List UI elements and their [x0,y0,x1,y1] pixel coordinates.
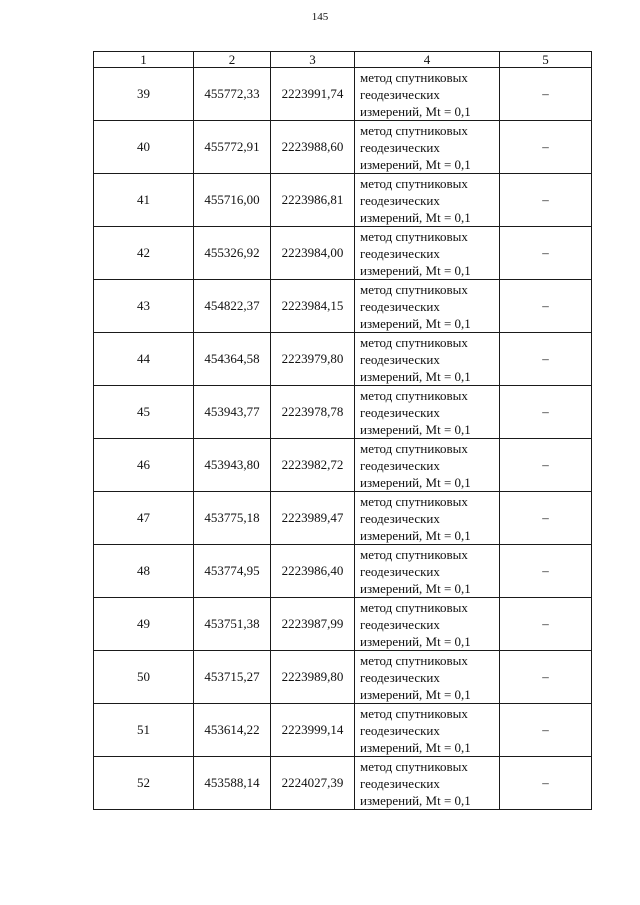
method-line: геодезических [360,298,440,314]
method-line: метод спутниковых [360,493,468,509]
method-line: измерений, Mt = 0,1 [360,792,471,808]
method-line: метод спутниковых [360,281,468,297]
header-col-3: 3 [271,52,355,68]
y-coordinate-cell: 2223989,80 [271,651,355,704]
x-coordinate-cell: 455772,33 [194,68,271,121]
table-header [94,52,592,68]
method-line: геодезических [360,86,440,102]
method-cell [355,545,500,598]
method-line: геодезических [360,245,440,261]
note-cell: – [500,280,592,333]
method-cell [355,386,500,439]
table-row [94,227,592,280]
method-line: измерений, Mt = 0,1 [360,633,471,649]
method-line: геодезических [360,775,440,791]
method-line: измерений, Mt = 0,1 [360,686,471,702]
y-coordinate-cell: 2223979,80 [271,333,355,386]
note-cell: – [500,757,592,810]
note-cell: – [500,439,592,492]
method-cell [355,651,500,704]
x-coordinate-cell: 453751,38 [194,598,271,651]
method-line: метод спутниковых [360,387,468,403]
method-line: измерений, Mt = 0,1 [360,739,471,755]
y-coordinate-cell: 2223986,81 [271,174,355,227]
method-line: метод спутниковых [360,705,468,721]
note-cell: – [500,545,592,598]
method-line: измерений, Mt = 0,1 [360,421,471,437]
note-cell: – [500,68,592,121]
method-cell [355,121,500,174]
method-line: измерений, Mt = 0,1 [360,315,471,331]
point-number-cell: 40 [94,121,194,174]
point-number-cell: 46 [94,439,194,492]
method-line: геодезических [360,563,440,579]
method-line: геодезических [360,139,440,155]
y-coordinate-cell: 2224027,39 [271,757,355,810]
x-coordinate-cell: 453943,77 [194,386,271,439]
x-coordinate-cell: 455772,91 [194,121,271,174]
method-cell [355,439,500,492]
method-line: метод спутниковых [360,122,468,138]
y-coordinate-cell: 2223986,40 [271,545,355,598]
method-line: геодезических [360,669,440,685]
point-number-cell: 49 [94,598,194,651]
point-number-cell: 48 [94,545,194,598]
method-line: геодезических [360,457,440,473]
method-cell [355,704,500,757]
point-number-cell: 52 [94,757,194,810]
note-cell: – [500,704,592,757]
header-col-5: 5 [500,52,592,68]
x-coordinate-cell: 453774,95 [194,545,271,598]
table-row [94,651,592,704]
method-line: измерений, Mt = 0,1 [360,103,471,119]
method-cell [355,333,500,386]
method-line: геодезических [360,510,440,526]
y-coordinate-cell: 2223988,60 [271,121,355,174]
table-row [94,598,592,651]
y-coordinate-cell: 2223999,14 [271,704,355,757]
point-number-cell: 42 [94,227,194,280]
note-cell: – [500,227,592,280]
y-coordinate-cell: 2223991,74 [271,68,355,121]
method-cell [355,492,500,545]
method-line: метод спутниковых [360,228,468,244]
table-row [94,439,592,492]
note-cell: – [500,598,592,651]
method-line: измерений, Mt = 0,1 [360,156,471,172]
y-coordinate-cell: 2223984,00 [271,227,355,280]
x-coordinate-cell: 453614,22 [194,704,271,757]
table-row [94,492,592,545]
table-row [94,174,592,227]
method-cell [355,227,500,280]
method-line: измерений, Mt = 0,1 [360,527,471,543]
point-number-cell: 45 [94,386,194,439]
header-col-4: 4 [355,52,500,68]
table-row [94,386,592,439]
point-number-cell: 43 [94,280,194,333]
method-cell [355,598,500,651]
table-row [94,704,592,757]
method-line: измерений, Mt = 0,1 [360,368,471,384]
header-col-2: 2 [194,52,271,68]
point-number-cell: 47 [94,492,194,545]
note-cell: – [500,121,592,174]
table-row [94,757,592,810]
method-line: метод спутниковых [360,758,468,774]
note-cell: – [500,492,592,545]
x-coordinate-cell: 453943,80 [194,439,271,492]
point-number-cell: 44 [94,333,194,386]
method-line: метод спутниковых [360,440,468,456]
table-row [94,545,592,598]
method-line: метод спутниковых [360,175,468,191]
method-line: метод спутниковых [360,599,468,615]
method-cell [355,174,500,227]
method-line: геодезических [360,722,440,738]
x-coordinate-cell: 454364,58 [194,333,271,386]
method-line: геодезических [360,404,440,420]
x-coordinate-cell: 455326,92 [194,227,271,280]
point-number-cell: 50 [94,651,194,704]
method-line: геодезических [360,351,440,367]
method-line: измерений, Mt = 0,1 [360,474,471,490]
x-coordinate-cell: 453588,14 [194,757,271,810]
page-number: 145 [311,11,329,23]
method-line: геодезических [360,192,440,208]
y-coordinate-cell: 2223989,47 [271,492,355,545]
point-number-cell: 51 [94,704,194,757]
method-cell [355,280,500,333]
method-line: метод спутниковых [360,652,468,668]
note-cell: – [500,386,592,439]
coordinates-table [93,51,592,810]
note-cell: – [500,333,592,386]
method-line: измерений, Mt = 0,1 [360,262,471,278]
method-line: измерений, Mt = 0,1 [360,209,471,225]
method-cell [355,68,500,121]
table-row [94,333,592,386]
point-number-cell: 39 [94,68,194,121]
method-line: метод спутниковых [360,546,468,562]
table-body [94,68,592,810]
method-line: измерений, Mt = 0,1 [360,580,471,596]
x-coordinate-cell: 455716,00 [194,174,271,227]
header-row [94,52,592,68]
y-coordinate-cell: 2223984,15 [271,280,355,333]
y-coordinate-cell: 2223978,78 [271,386,355,439]
method-line: метод спутниковых [360,69,468,85]
table-row [94,121,592,174]
y-coordinate-cell: 2223987,99 [271,598,355,651]
note-cell: – [500,651,592,704]
x-coordinate-cell: 454822,37 [194,280,271,333]
table-row [94,280,592,333]
method-line: метод спутниковых [360,334,468,350]
method-line: геодезических [360,616,440,632]
method-cell [355,757,500,810]
point-number-cell: 41 [94,174,194,227]
x-coordinate-cell: 453715,27 [194,651,271,704]
x-coordinate-cell: 453775,18 [194,492,271,545]
header-col-1: 1 [94,52,194,68]
y-coordinate-cell: 2223982,72 [271,439,355,492]
table-row [94,68,592,121]
note-cell: – [500,174,592,227]
